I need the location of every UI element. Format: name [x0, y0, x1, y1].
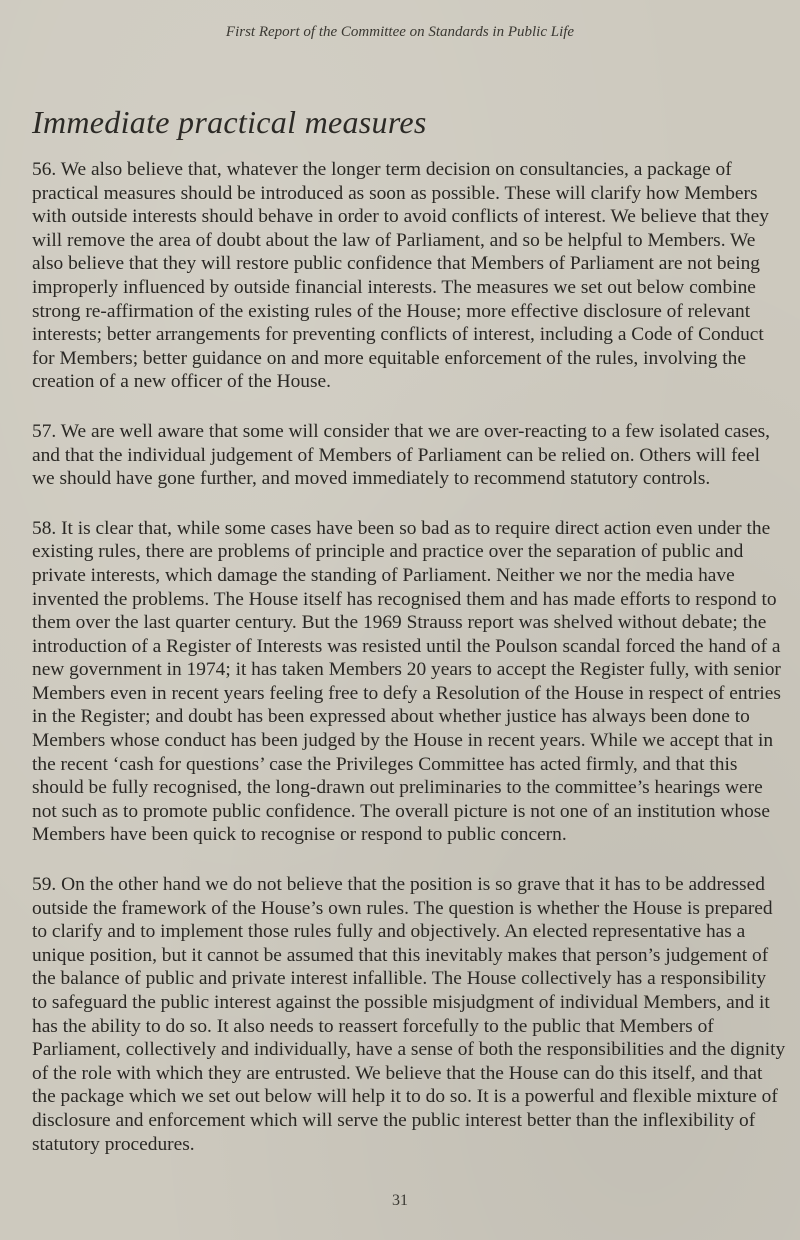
- section-title: Immediate practical measures: [32, 104, 427, 140]
- paragraph-59: 59. On the other hand we do not believe that the position is so grave that it has to be addressed outside the framework of the House’s own rules. The question is whether the House is prepared to clarify and to implement those rules fully and objectively. An elected representative has a unique position, but it cannot be assumed that this inevitably makes that person’s judgement of the balance of public and private interest infallible. The House collectively has a responsibility to safeguard the public interest against the possible misjudgment of individual Members, and it has the ability to do so. It also needs to reassert forcefully to the public that Members of Parliament, collectively and individually, have a sense of both the responsibilities and the dignity of the role with which they are entrusted. We believe that the House can do this itself, and that the package which we set out below will help it to do so. It is a powerful and flexible mixture of disclosure and enforcement which will serve the public interest better than the inflexibility of statutory procedures.: [32, 874, 786, 1155]
- paragraph-56: 56. We also believe that, whatever the longer term decision on consultancies, a package of practical measures should be introduced as soon as possible. These will clarify how Members with outside interests should behave in order to avoid conflicts of interest. We believe that they will remove the area of doubt about the law of Parliament, and so be helpful to Members. We also believe that they will restore public confidence that Members of Parliament are not being improperly influenced by outside financial interests. The measures we set out below combine strong re-affirmation of the existing rules of the House; more effective disclosure of relevant interests; better arrangements for preventing conflicts of interest, including a Code of Conduct for Members; better guidance on and more equitable enforcement of the rules, involving the creation of a new officer of the House.: [32, 159, 769, 393]
- paragraph-58: 58. It is clear that, while some cases have been so bad as to require direct action even under the existing rules, there are problems of principle and practice over the separation of public and private interests, which damage the standing of Parliament. Neither we nor the media have invented the problems. The House itself has recognised them and has made efforts to respond to them over the last quarter century. But the 1969 Strauss report was shelved without debate; the introduction of a Register of Interests was resisted until the Poulson scandal forced the hand of a new government in 1974; it has taken Members 20 years to accept the Register fully, with senior Members even in recent years feeling free to defy a Resolution of the House in respect of entries in the Register; and doubt has been expressed about whether justice has always been done to Members whose conduct has been judged by the House in recent years. While we accept that in the recent ‘cash for questions’ case the Privileges Committee has acted firmly, and that this should be fully recognised, the long-drawn out preliminaries to the committee’s hearings were not such as to promote public confidence. The overall picture is not one of an institution whose Members have been quick to recognise or respond to public concern.: [32, 517, 781, 846]
- paragraph-57: 57. We are well aware that some will consider that we are over-reacting to a few isolated cases, and that the individual judgement of Members of Parliament can be relied on. Others will feel we should have gone further, and moved immediately to recommend statutory controls.: [32, 420, 770, 490]
- running-head: First Report of the Committee on Standards in Public Life: [225, 24, 575, 40]
- body-text: [32, 158, 786, 1182]
- page-number: 31: [392, 1192, 408, 1209]
